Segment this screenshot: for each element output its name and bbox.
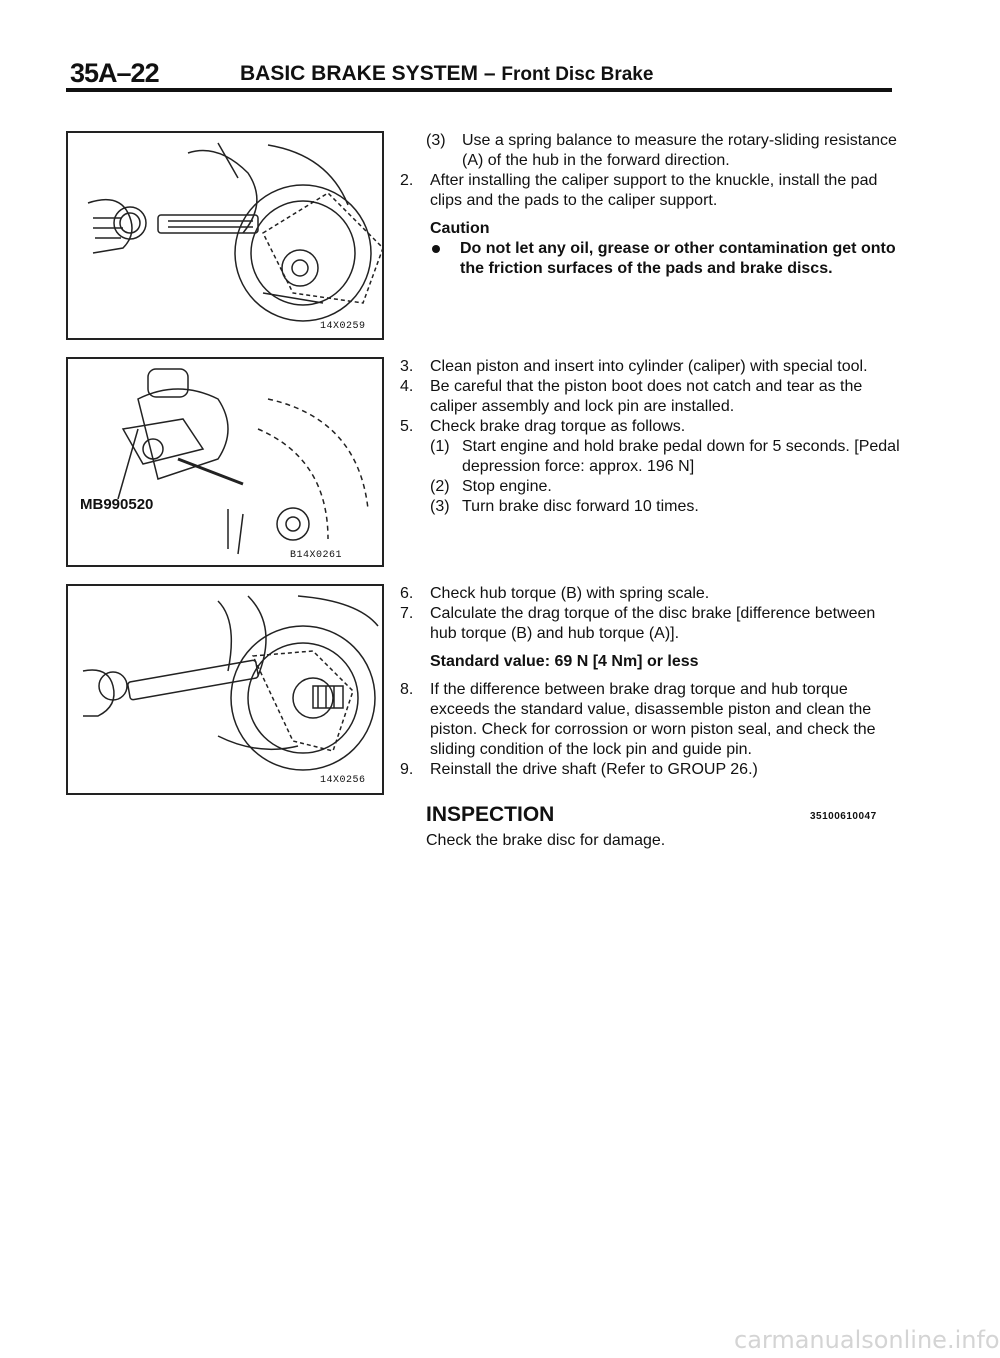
bullet-icon: [432, 245, 440, 253]
step-text: Use a spring balance to measure the rotary-sliding resistance (A) of the hub in the forward direction.: [462, 132, 897, 169]
step-number: 4.: [400, 378, 414, 395]
substep-1-start-engine: [400, 437, 900, 477]
substep-3-turn-disc: [400, 497, 900, 517]
section-measure-rotary-resistance: [400, 131, 900, 279]
step-number: 6.: [400, 585, 414, 602]
step-3-clean-piston: [400, 357, 900, 377]
step-text: Stop engine.: [462, 478, 552, 495]
step-number: (1): [430, 438, 450, 455]
header-rule: [66, 88, 892, 92]
inspection-code: 35100610047: [810, 811, 877, 822]
inspection-heading: INSPECTION: [426, 803, 555, 826]
step-7-calculate-drag: [400, 604, 900, 644]
page-number: 35A–22: [70, 58, 159, 88]
spring-balance-on-hub-illustration: [68, 133, 382, 338]
section-hub-torque: [400, 584, 900, 780]
step-number: 8.: [400, 681, 414, 698]
page-title: [240, 62, 653, 86]
step-text: Be careful that the piston boot does not catch and tear as the caliper assembly and lock pin are installed.: [430, 378, 863, 415]
step-text: Start engine and hold brake pedal down for 5 seconds. [Pedal depression force: approx. 196 N]: [462, 438, 900, 475]
step-text: Clean piston and insert into cylinder (caliper) with special tool.: [430, 358, 868, 375]
step-text: Check hub torque (B) with spring scale.: [430, 585, 710, 602]
step-5-check-drag-torque: [400, 417, 900, 437]
step-number: 9.: [400, 761, 414, 778]
caution-bullet: [400, 239, 900, 279]
figure-code: 14X0259: [320, 321, 366, 332]
figure-hub-torque: [66, 584, 384, 795]
step-number: 2.: [400, 172, 414, 189]
section-install-check-drag: [400, 357, 900, 517]
standard-value: Standard value: 69 N [4 Nm] or less: [430, 653, 699, 670]
step-number: (3): [426, 132, 446, 149]
step-number: 7.: [400, 605, 414, 622]
step-text: Calculate the drag torque of the disc brake [difference between hub torque (B) and hub torque (A)].: [430, 605, 876, 642]
section-subtitle: Front Disc Brake: [501, 64, 654, 85]
figure-special-tool: [66, 357, 384, 567]
step-text: If the difference between brake drag torque and hub torque exceeds the standard value, disassemble piston and clean the piston. Check for corrossion or worn piston seal, and check the sliding condition of the lock pin and guide pin.: [430, 681, 876, 758]
step-8-disassemble: [400, 680, 900, 760]
figure-hub-rotary-resistance: [66, 131, 384, 340]
step-number: (3): [430, 498, 450, 515]
inspection-text: Check the brake disc for damage.: [426, 832, 666, 849]
step-3-spring-balance: [400, 131, 900, 171]
page-header: [0, 0, 960, 100]
caution-heading: Caution: [430, 220, 490, 237]
substep-2-stop-engine: [400, 477, 900, 497]
step-text: After installing the caliper support to the knuckle, install the pad clips and the pads to the caliper support.: [430, 172, 878, 209]
step-number: 5.: [400, 418, 414, 435]
figure-code: 14X0256: [320, 775, 366, 786]
step-text: Check brake drag torque as follows.: [430, 418, 686, 435]
step-number: 3.: [400, 358, 414, 375]
caution-text: Do not let any oil, grease or other contamination get onto the friction surfaces of the pads and brake discs.: [460, 240, 896, 277]
step-2-install-pads: [400, 171, 900, 211]
step-6-hub-torque: [400, 584, 900, 604]
special-tool-label: MB990520: [80, 496, 154, 513]
spring-scale-hub-torque-illustration: [68, 586, 382, 793]
step-text: Turn brake disc forward 10 times.: [462, 498, 699, 515]
step-text: Reinstall the drive shaft (Refer to GROUP 26.): [430, 761, 758, 778]
step-4-piston-boot: [400, 377, 900, 417]
step-number: (2): [430, 478, 450, 495]
figure-code: B14X0261: [290, 550, 343, 561]
step-9-reinstall: [400, 760, 900, 780]
section-title: BASIC BRAKE SYSTEM –: [240, 62, 502, 85]
piston-special-tool-illustration: [68, 359, 382, 565]
watermark: carmanualsonline.info: [734, 1326, 1000, 1354]
